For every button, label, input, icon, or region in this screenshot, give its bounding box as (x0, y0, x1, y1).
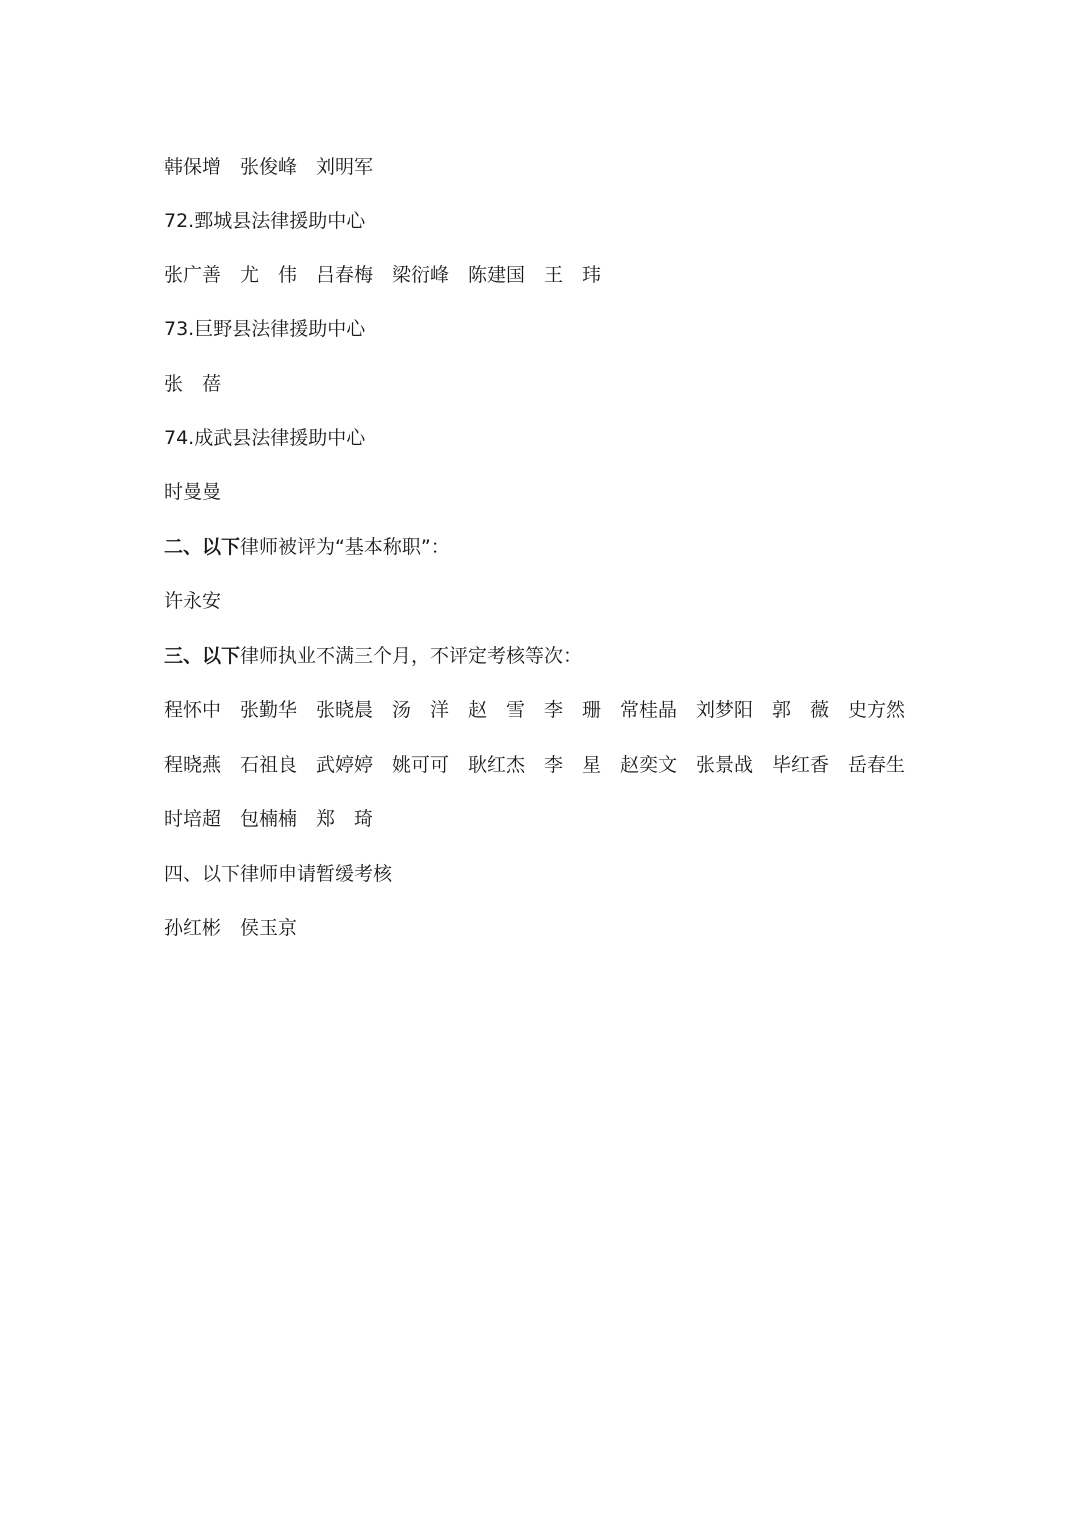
name-list-basic-competent (164, 586, 1024, 616)
category-heading-not-rated (164, 641, 1024, 671)
lawyer-name: 包楠楠 (240, 808, 298, 830)
lawyer-name: 武婷婷 (316, 754, 374, 776)
lawyer-name: 张勤华 (240, 699, 298, 721)
section-heading-72: 72.鄄城县法律援助中心 (164, 210, 366, 232)
name-list-not-rated-row-3 (164, 804, 1024, 834)
lawyer-name: 姚可可 (392, 754, 450, 776)
lawyer-name: 郑 琦 (316, 808, 374, 830)
lawyer-name: 张景战 (696, 754, 754, 776)
lawyer-name: 程晓燕 (164, 754, 222, 776)
name-list-deferred (164, 913, 1024, 943)
lawyer-name: 郭 薇 (772, 699, 830, 721)
heading-rest-part: 律师被评为“基本称职”： (240, 536, 450, 558)
lawyer-name: 张广善 (164, 264, 222, 286)
heading-bold-part: 二、以下 (164, 536, 241, 558)
lawyer-name: 石祖良 (240, 754, 298, 776)
heading-rest-part: 律师执业不满三个月，不评定考核等次： (240, 645, 583, 667)
name-list-73 (164, 369, 1024, 399)
lawyer-name: 程怀中 (164, 699, 222, 721)
lawyer-name: 吕春梅 (316, 264, 374, 286)
lawyer-name: 陈建国 (468, 264, 526, 286)
lawyer-name: 时培超 (164, 808, 222, 830)
lawyer-name: 常桂晶 (620, 699, 678, 721)
name-list-72 (164, 260, 1024, 290)
section-heading-74: 74.成武县法律援助中心 (164, 427, 366, 449)
lawyer-name: 韩保增 (164, 156, 222, 178)
lawyer-name: 尤 伟 (240, 264, 298, 286)
name-list-not-rated-row-1 (164, 695, 1024, 725)
name-list-continued (164, 152, 1024, 182)
lawyer-name: 侯玉京 (240, 917, 298, 939)
lawyer-name: 张晓晨 (316, 699, 374, 721)
lawyer-name: 刘明军 (316, 156, 374, 178)
lawyer-name: 岳春生 (848, 754, 906, 776)
lawyer-name: 刘梦阳 (696, 699, 754, 721)
lawyer-name: 汤 洋 (392, 699, 450, 721)
lawyer-name: 许永安 (164, 590, 222, 612)
lawyer-name: 张 蓓 (164, 373, 222, 395)
lawyer-name: 孙红彬 (164, 917, 222, 939)
lawyer-name: 王 玮 (544, 264, 602, 286)
lawyer-name: 毕红香 (772, 754, 830, 776)
lawyer-name: 张俊峰 (240, 156, 298, 178)
name-list-74 (164, 477, 1024, 507)
lawyer-name: 梁衍峰 (392, 264, 450, 286)
lawyer-name: 李 星 (544, 754, 602, 776)
lawyer-name: 耿红杰 (468, 754, 526, 776)
heading-bold-part: 三、以下 (164, 645, 241, 667)
section-heading-73: 73.巨野县法律援助中心 (164, 318, 366, 340)
lawyer-name: 赵 雪 (468, 699, 526, 721)
lawyer-name: 时曼曼 (164, 481, 222, 503)
lawyer-name: 赵奕文 (620, 754, 678, 776)
lawyer-name: 史方然 (848, 699, 906, 721)
category-heading-deferred: 四、以下律师申请暂缓考核 (164, 863, 393, 885)
name-list-not-rated-row-2 (164, 750, 1024, 780)
category-heading-basic-competent (164, 532, 1024, 562)
lawyer-name: 李 珊 (544, 699, 602, 721)
